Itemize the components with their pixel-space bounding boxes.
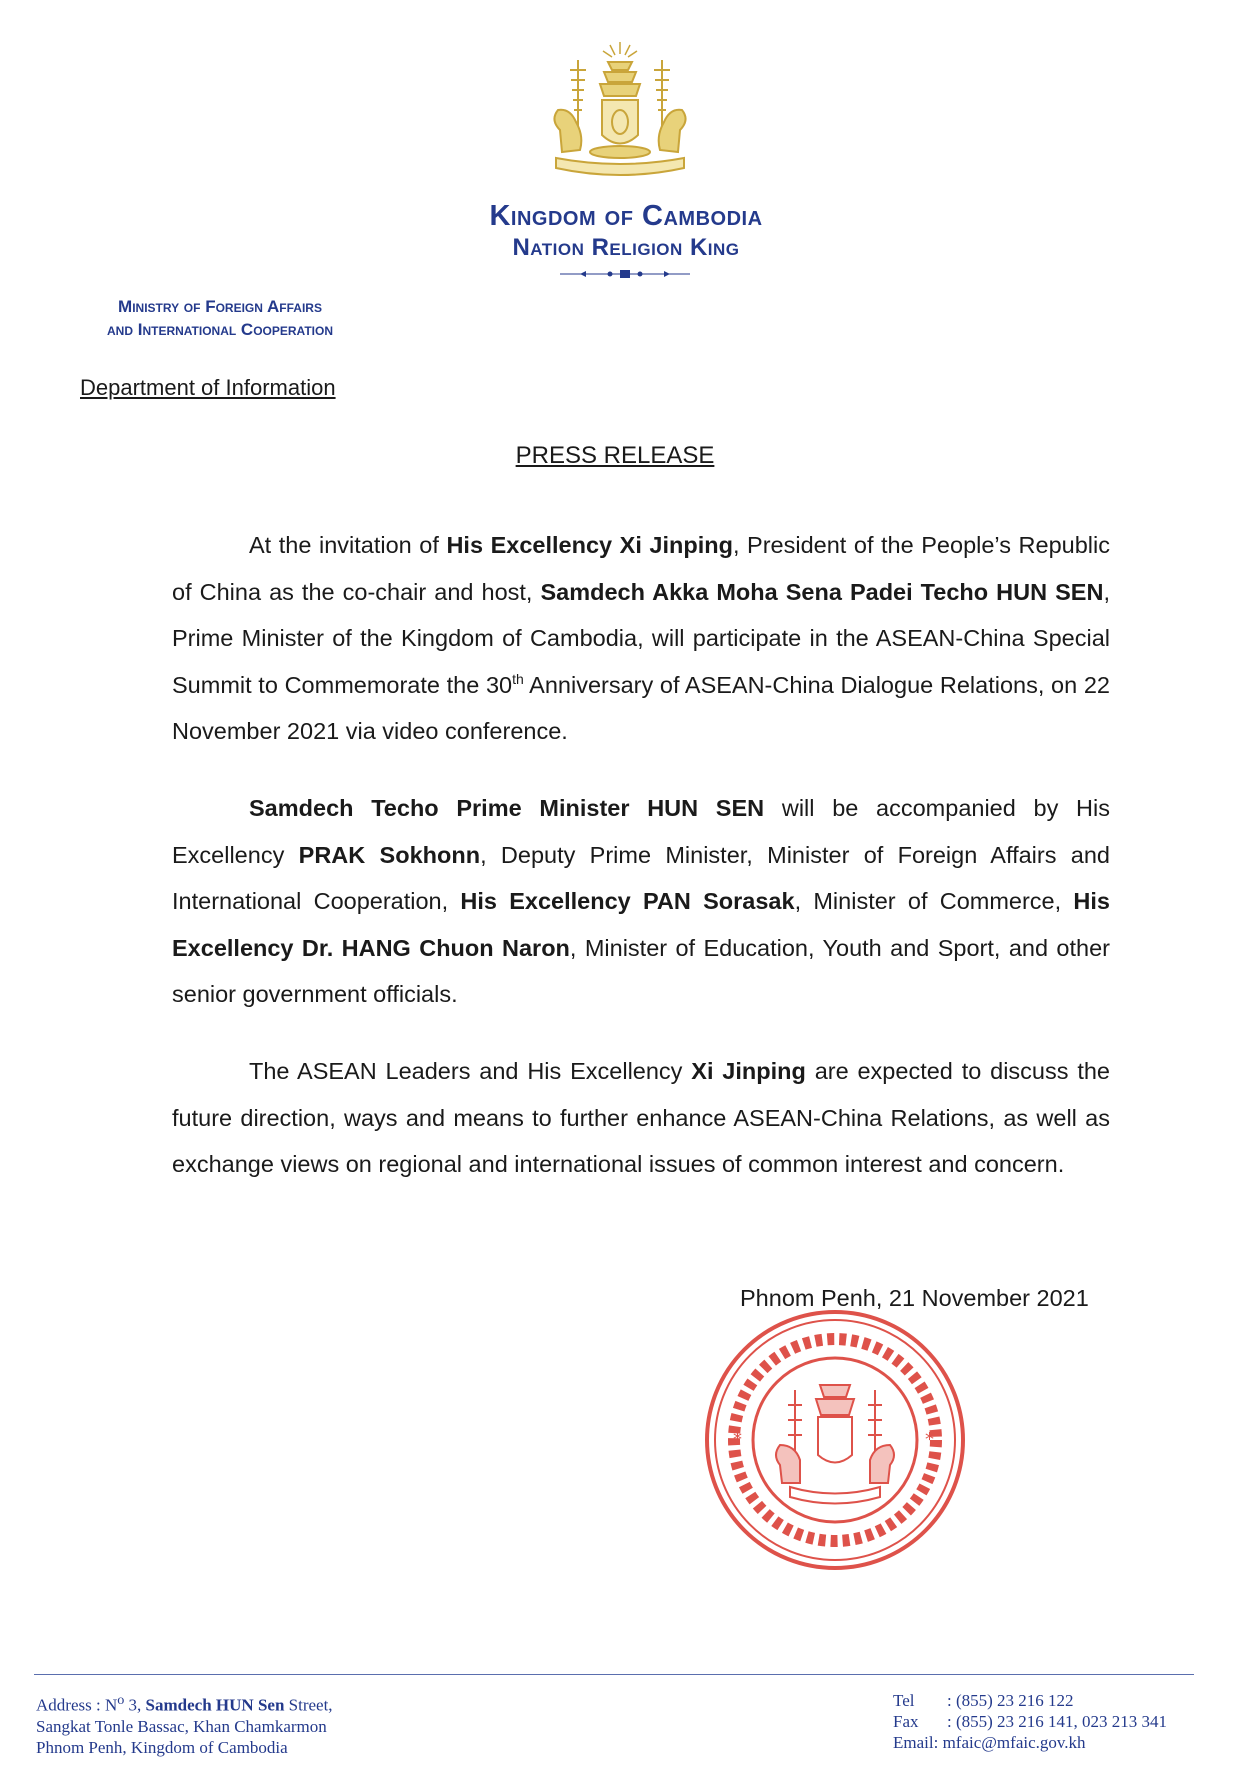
tel-row [893,1690,1167,1711]
p2-bold: Samdech Techo Prime Minister HUN SEN [249,795,765,821]
paragraph-1 [172,522,1110,755]
ministry-heading [40,295,400,341]
ministry-line-2: and International Cooperation [107,320,333,339]
p3-bold: Xi Jinping [691,1058,806,1084]
p2-text: , Minister of Education, Youth and Sport, and other senior government officials. [172,934,1110,1007]
p1-text: , Prime Minister of the Kingdom of Cambodia, will participate in the ASEAN-China Special Summit to Commemorate the 30 [172,578,1110,698]
p1-text: , President of the People’s Republic of China as the co-chair and host, [172,532,1110,605]
p2-bold: PRAK Sokhonn [298,841,481,868]
address-line-3: Phnom Penh, Kingdom of Cambodia [36,1737,288,1757]
fax-value: : (855) 23 216 141, 023 213 341 [947,1712,1168,1731]
tel-value: : (855) 23 216 122 [947,1691,1074,1710]
official-seal-icon [700,1305,970,1575]
dateline: Phnom Penh, 21 November 2021 [740,1285,1089,1311]
paragraph-3 [172,1048,1110,1188]
kingdom-title: Kingdom of Cambodia [489,200,763,232]
tel-label: Tel [893,1691,915,1710]
address-text: Address : N [36,1695,118,1715]
svg-text:*: * [925,1429,934,1450]
email-row [893,1732,1167,1753]
p1-text: At the invitation of [249,532,447,558]
footer-address [36,1690,333,1758]
address-text: Street, [284,1695,333,1715]
address-line-2: Sangkat Tonle Bassac, Khan Chamkarmon [36,1716,327,1736]
p1-bold: Samdech Akka Moha Sena Padei Techo HUN SEN [540,578,1104,605]
footer-divider [34,1674,1194,1675]
email-label: Email [893,1733,934,1752]
department-label: Department of Information [80,375,336,400]
footer-contact [893,1690,1167,1753]
ministry-line-1: Ministry of Foreign Affairs [118,297,322,316]
paragraph-2 [172,785,1110,1018]
p2-text: will be accompanied by His Excellency [172,795,1110,868]
p2-text: , Minister of Commerce, [794,888,1074,914]
p2-text: , Deputy Prime Minister, Minister of Foreign Affairs and International Cooperation, [172,841,1110,914]
p3-text: The ASEAN Leaders and His Excellency [249,1058,692,1084]
ornament-divider-icon [560,268,690,280]
motto-title: Nation Religion King [512,234,740,261]
svg-text:*: * [733,1429,742,1450]
p2-bold: His Excellency PAN Sorasak [460,888,795,914]
p1-bold: His Excellency Xi Jinping [446,532,733,558]
press-release-heading: PRESS RELEASE [515,442,715,469]
p1-superscript: th [512,670,524,687]
address-text: 3, [124,1695,146,1715]
address-street-name: Samdech HUN Sen [145,1695,285,1715]
email-value[interactable]: : mfaic@mfaic.gov.kh [933,1733,1086,1752]
p3-text: are expected to discuss the future direction, ways and means to further enhance ASEAN-China Relations, as well as exchange views on regional and international issues of common interest and concern. [172,1058,1110,1177]
address-superscript: o [117,1692,125,1708]
fax-row [893,1711,1167,1732]
royal-crest-icon [540,40,700,190]
address-line-1 [36,1690,333,1716]
fax-label: Fax [893,1712,919,1731]
p1-text: Anniversary of ASEAN-China Dialogue Relations, on 22 November 2021 via video conference. [172,671,1110,744]
p2-bold: His Excellency Dr. HANG Chuon Naron [172,888,1110,961]
